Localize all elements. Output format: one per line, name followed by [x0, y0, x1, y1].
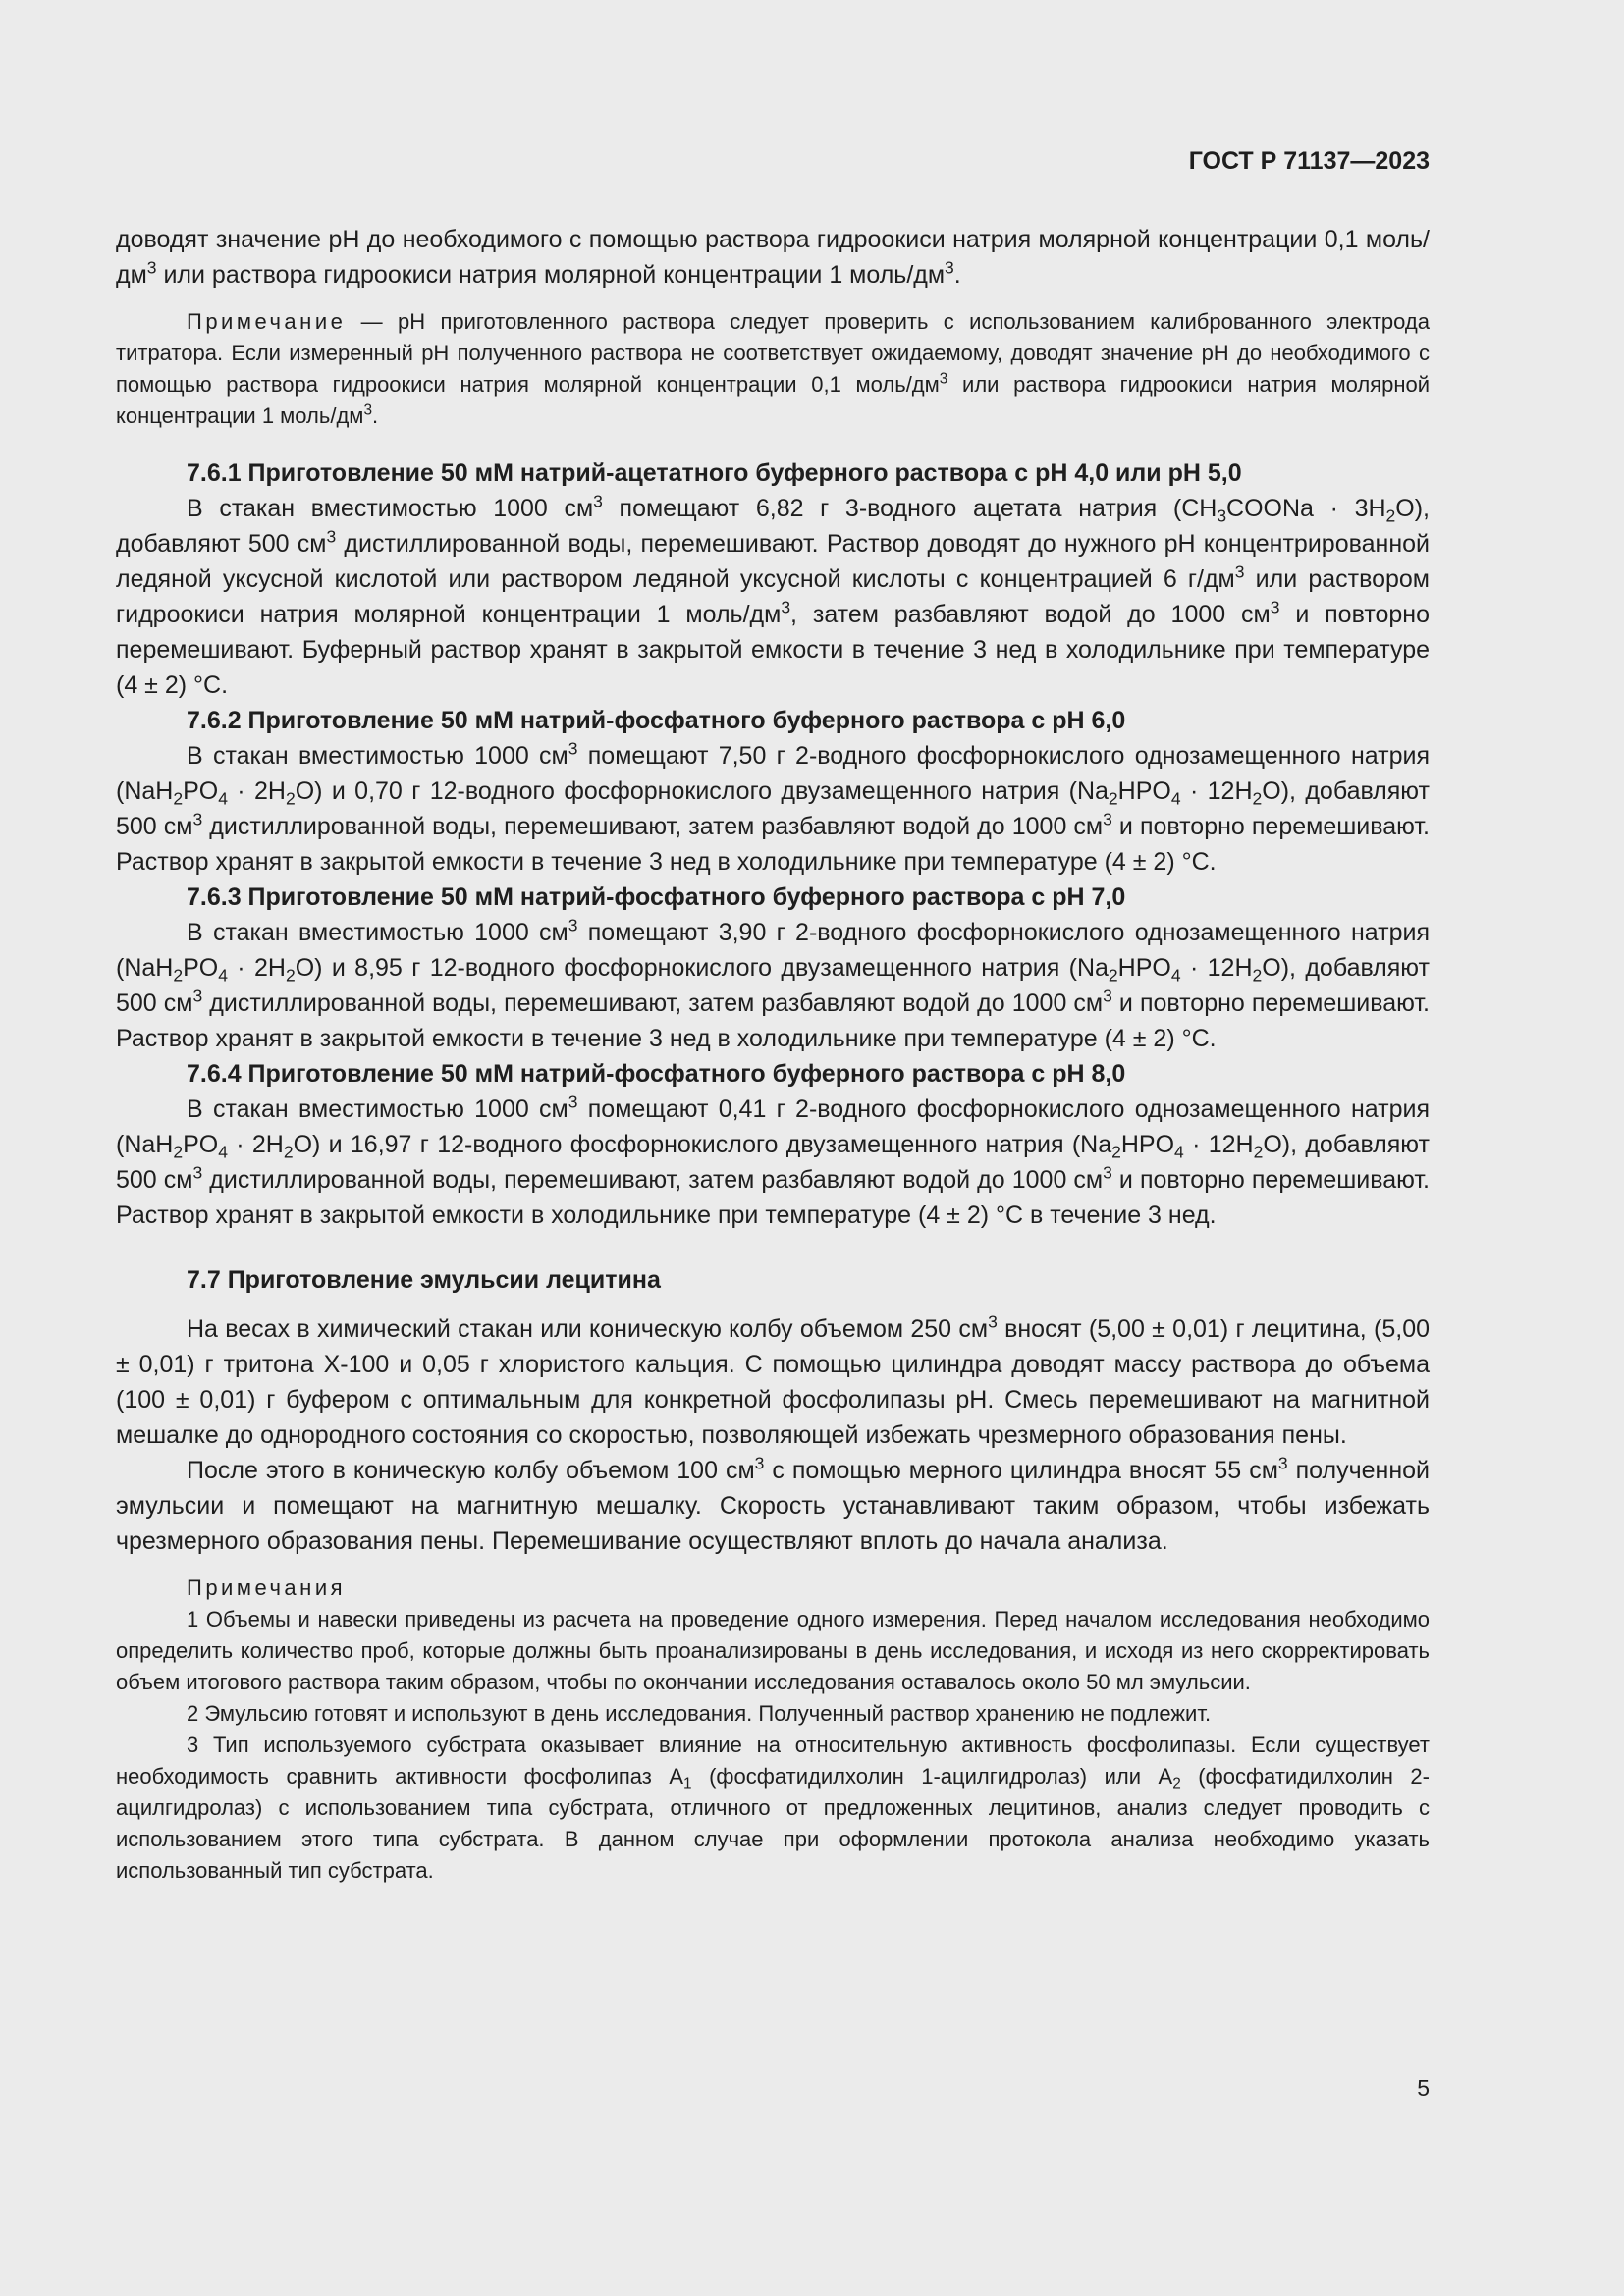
- section-text-7-7-p2: После этого в коническую колбу объемом 100 $см^3$ с помощью мерного цилиндра вносят 55 $см^3$ полученной эмульсии и помещают на магнитную мешалку. Скорость устанавливают таким образом, чтобы избежать чрезмерного образования пены. Перемешивание осуществляют вплоть до начала анализа.: [116, 1453, 1431, 1555]
- section-heading-7-6-2: 7.6.2 Приготовление 50 мМ натрий-фосфатного буферного раствора с pH 6,0: [187, 707, 1126, 734]
- section-text-7-7-p1: На весах в химический стакан или коническую колбу объемом 250 $см^3$ вносят (5,00 ± 0,01) г лецитина, (5,00 ± 0,01) г тритона Х-100 и 0,05 г хлористого кальция. С помощью цилиндра доводят массу раствора до объема (100 ± 0,01) г буфером с оптимальным для конкретной фосфолипазы pH. Смесь перемешивают на магнитной мешалке до однородного состояния со скоростью, позволяющей избежать чрезмерного образования пены.: [116, 1311, 1430, 1449]
- section-heading-7-6-3: 7.6.3 Приготовление 50 мМ натрий-фосфатного буферного раствора с pH 7,0: [187, 883, 1126, 911]
- section-heading-7-6-1: 7.6.1 Приготовление 50 мМ натрий-ацетатного буферного раствора с pH 4,0 или pH 5,0: [187, 459, 1242, 487]
- intro-paragraph: доводят значение pH до необходимого с помощью раствора гидроокиси натрия молярной концентрации 0,1 моль/$дм^3$ или раствора гидроокиси натрия молярной концентрации 1 моль/$дм^3$.: [116, 226, 1430, 289]
- notes-label: Примечания: [187, 1575, 347, 1600]
- section-text-7-6-3: В стакан вместимостью 1000 $см^3$ помещают 3,90 г 2-водного фосфорнокислого однозамещенного натрия $(NaH_2PO_4 \cdot 2H_2O)$ и 8,95 г 12-водного фосфорнокислого двузамещенного натрия $(Na_2HPO_4 \cdot 12H_2O)$, добавляют 500 $см^3$ дистиллированной воды, перемешивают, затем разбавляют водой до 1000 $см^3$ и повторно перемешивают. Раствор хранят в закрытой емкости в течение 3 нед в холодильнике при температуре (4 ± 2) °С.: [116, 915, 1431, 1052]
- section-text-7-6-4: В стакан вместимостью 1000 $см^3$ помещают 0,41 г 2-водного фосфорнокислого однозамещенного натрия $(NaH_2PO_4 \cdot 2H_2O)$ и 16,97 г 12-водного фосфорнокислого двузамещенного натрия $(Na_2HPO_4 \cdot 12H_2O)$, добавляют 500 $см^3$ дистиллированной воды, перемешивают, затем разбавляют водой до 1000 $см^3$ и повторно перемешивают. Раствор хранят в закрытой емкости в холодильнике при температуре (4 ± 2) °С в течение 3 нед.: [116, 1092, 1431, 1229]
- note-paragraph: Примечание — pH приготовленного раствора следует проверить с использованием калиброванного электрода титратора. Если измеренный pH полученного раствора не соответствует ожидаемому, доводят значение pH до необходимого с помощью раствора гидроокиси натрия молярной концентрации 0,1 моль/$дм^3$ или раствора гидроокиси натрия молярной концентрации 1 моль/$дм^3$.: [116, 309, 1430, 428]
- document-id: ГОСТ Р 71137—2023: [1188, 147, 1430, 175]
- section-heading-7-6-4: 7.6.4 Приготовление 50 мМ натрий-фосфатного буферного раствора с pH 8,0: [187, 1060, 1126, 1088]
- page-content: [116, 222, 1430, 1887]
- page-number: 5: [1417, 2075, 1430, 2101]
- section-heading-7-7: 7.7 Приготовление эмульсии лецитина: [187, 1266, 661, 1294]
- note-item-3: 3 Тип используемого субстрата оказывает влияние на относительную активность фосфолипазы. Если существует необходимость сравнить активности фосфолипаз $A_1$ (фосфатидилхолин 1-ацилгидролаз) или $A_2$ (фосфатидилхолин 2-ацилгидролаз) с использованием типа субстрата, отличного от предложенных лецитинов, анализ следует проводить с использованием этого типа субстрата. В данном случае при оформлении протокола анализа необходимо указать использованный тип субстрата.: [116, 1733, 1430, 1883]
- section-text-7-6-1: В стакан вместимостью 1000 $см^3$ помещают 6,82 г 3-водного ацетата натрия $(CH_3COONa \cdot 3H_2O)$, добавляют 500 $см^3$ дистиллированной воды, перемешивают. Раствор доводят до нужного pH концентрированной ледяной уксусной кислотой или раствором ледяной уксусной кислоты с концентрацией 6 $г/дм^3$ или раствором гидроокиси натрия молярной концентрации 1 моль/$дм^3$, затем разбавляют водой до 1000 $см^3$ и повторно перемешивают. Буферный раствор хранят в закрытой емкости в течение 3 нед в холодильнике при температуре (4 ± 2) °С.: [116, 491, 1431, 699]
- section-text-7-6-2: В стакан вместимостью 1000 $см^3$ помещают 7,50 г 2-водного фосфорнокислого однозамещенного натрия $(NaH_2PO_4 \cdot 2H_2O)$ и 0,70 г 12-водного фосфорнокислого двузамещенного натрия $(Na_2HPO_4 \cdot 12H_2O)$, добавляют 500 $см^3$ дистиллированной воды, перемешивают, затем разбавляют водой до 1000 $см^3$ и повторно перемешивают. Раствор хранят в закрытой емкости в течение 3 нед в холодильнике при температуре (4 ± 2) °С.: [116, 738, 1431, 876]
- note-item-2: 2 Эмульсию готовят и используют в день исследования. Полученный раствор хранению не подлежит.: [187, 1701, 1212, 1726]
- note-item-1: 1 Объемы и навески приведены из расчета на проведение одного измерения. Перед началом исследования необходимо определить количество проб, которые должны быть проанализированы в день исследования, и исходя из него скорректировать объем итогового раствора таким образом, чтобы по окончании исследования оставалось около 50 мл эмульсии.: [116, 1607, 1430, 1694]
- note-label: Примечание: [187, 309, 347, 334]
